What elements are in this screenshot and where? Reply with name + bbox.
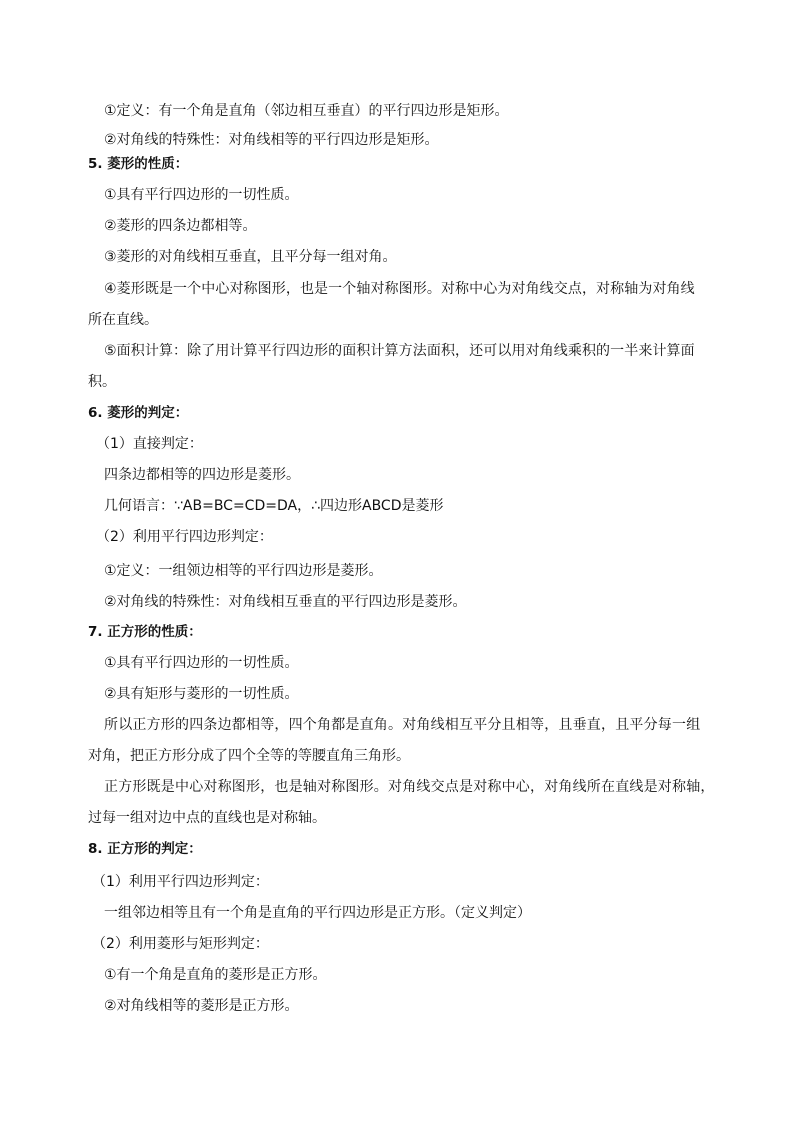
square-parallelogram-text: 一组邻边相等且有一个角是直角的平行四边形是正方形。（定义判定） bbox=[104, 905, 531, 921]
rhombus-parallelogram-title: （2）利用平行四边形判定： bbox=[96, 529, 273, 545]
square-prop-1: ①具有平行四边形的一切性质。 bbox=[104, 655, 299, 671]
square-judge-1: ①有一个角是直角的菱形是正方形。 bbox=[104, 967, 327, 983]
square-parallelogram-title: （1）利用平行四边形判定： bbox=[92, 874, 269, 890]
square-rhombus-rect-title: （2）利用菱形与矩形判定： bbox=[92, 936, 269, 952]
section-8-heading: 8. 正方形的判定： bbox=[88, 841, 202, 857]
section-5-heading: 5. 菱形的性质： bbox=[88, 156, 189, 172]
rhombus-prop-3: ③菱形的对角线相互垂直，且平分每一组对角。 bbox=[104, 249, 397, 265]
rhombus-prop-5: ⑤面积计算：除了用计算平行四边形的面积计算方法面积，还可以用对角线乘积的一半来计算面 bbox=[104, 343, 695, 359]
square-prop-2: ②具有矩形与菱形的一切性质。 bbox=[104, 686, 299, 702]
section-7-heading: 7. 正方形的性质： bbox=[88, 624, 202, 640]
square-prop-3: 所以正方形的四条边都相等，四个角都是直角。对角线相互平分且相等，且垂直，且平分每一组 bbox=[104, 717, 701, 733]
rhombus-geometry-language: 几何语言：∵AB=BC=CD=DA，∴四边形ABCD是菱形 bbox=[104, 498, 444, 514]
square-judge-2: ②对角线相等的菱形是正方形。 bbox=[104, 998, 299, 1014]
rhombus-prop-5-cont: 积。 bbox=[88, 374, 116, 390]
rect-diag-line: ②对角线的特殊性：对角线相等的平行四边形是矩形。 bbox=[104, 132, 439, 148]
square-prop-3-cont: 对角，把正方形分成了四个全等的等腰直角三角形。 bbox=[88, 748, 410, 764]
square-prop-4-cont: 过每一组对边中点的直线也是对称轴。 bbox=[88, 810, 326, 826]
rhombus-prop-4-cont: 所在直线。 bbox=[88, 312, 158, 328]
rhombus-diag: ②对角线的特殊性：对角线相互垂直的平行四边形是菱形。 bbox=[104, 594, 467, 610]
rhombus-direct-title: （1）直接判定： bbox=[96, 436, 203, 452]
rect-def-line: ①定义：有一个角是直角（邻边相互垂直）的平行四边形是矩形。 bbox=[104, 103, 509, 119]
rhombus-def: ①定义：一组领边相等的平行四边形是菱形。 bbox=[104, 563, 383, 579]
rhombus-prop-4: ④菱形既是一个中心对称图形，也是一个轴对称图形。对称中心为对角线交点，对称轴为对角线 bbox=[104, 281, 695, 297]
section-6-heading: 6. 菱形的判定： bbox=[88, 405, 189, 421]
rhombus-prop-1: ①具有平行四边形的一切性质。 bbox=[104, 187, 299, 203]
square-prop-4: 正方形既是中心对称图形，也是轴对称图形。对角线交点是对称中心，对角线所在直线是对称轴， bbox=[104, 779, 715, 795]
rhombus-direct-text: 四条边都相等的四边形是菱形。 bbox=[104, 467, 300, 483]
rhombus-prop-2: ②菱形的四条边都相等。 bbox=[104, 218, 257, 234]
